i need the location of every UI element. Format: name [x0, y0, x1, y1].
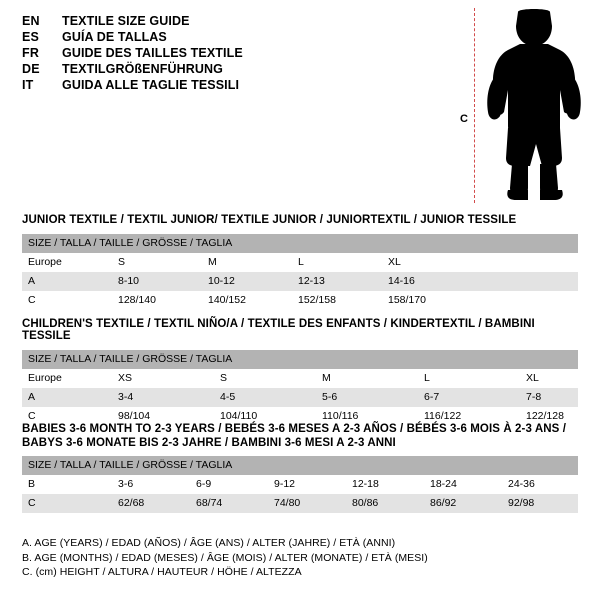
- children-row-c-m: 110/116: [316, 407, 418, 426]
- children-row-a-m: 5-6: [316, 388, 418, 407]
- language-row-fr: [22, 46, 442, 60]
- language-title-it: GUIDA ALLE TAGLIE TESSILI: [62, 78, 240, 92]
- children-column-row: [22, 369, 578, 388]
- language-title-en: TEXTILE SIZE GUIDE: [62, 14, 190, 28]
- babies-row-c-v1: 62/68: [112, 494, 190, 513]
- children-row-c-l: 116/122: [418, 407, 520, 426]
- section-children-title: CHILDREN'S TEXTILE / TEXTIL NIÑO/A / TEXTILE DES ENFANTS / KINDERTEXTIL / BAMBINI TESSILE: [22, 318, 535, 342]
- legend-line-b: B. AGE (MONTHS) / EDAD (MESES) / ÂGE (MOIS) / ALTER (MONATE) / ETÀ (MESI): [22, 551, 428, 564]
- babies-row-c-v6: 92/98: [502, 494, 578, 513]
- babies-row-c-label: C: [22, 494, 112, 513]
- legend: [22, 536, 562, 580]
- junior-row-a-xl: 14-16: [382, 272, 472, 291]
- language-title-de: TEXTILGRÖßENFÜHRUNG: [62, 62, 223, 76]
- section-junior-title: JUNIOR TEXTILE / TEXTIL JUNIOR/ TEXTILE JUNIOR / JUNIORTEXTIL / JUNIOR TESSILE: [22, 214, 517, 226]
- junior-table-header-row: [22, 234, 578, 253]
- language-code-de: DE: [22, 62, 40, 76]
- babies-row-b-v1: 3-6: [112, 475, 190, 494]
- children-col-xl: XL: [520, 369, 578, 388]
- legend-line-a: A. AGE (YEARS) / EDAD (AÑOS) / ÂGE (ANS) / ALTER (JAHRE) / ETÀ (ANNI): [22, 537, 396, 549]
- children-table-header-label: SIZE / TALLA / TAILLE / GRÖSSE / TAGLIA: [22, 350, 578, 369]
- babies-row-b-v4: 12-18: [346, 475, 424, 494]
- language-header: [22, 14, 442, 94]
- children-col-l: L: [418, 369, 520, 388]
- children-col-xs: XS: [112, 369, 214, 388]
- babies-row-b-label: B: [22, 475, 112, 494]
- children-size-table: [22, 350, 578, 426]
- junior-row-a-l: 12-13: [292, 272, 382, 291]
- junior-row-c-l: 152/158: [292, 291, 382, 310]
- child-silhouette-icon: [480, 8, 588, 200]
- language-row-en: [22, 14, 442, 28]
- language-code-fr: FR: [22, 46, 40, 60]
- babies-row-c-v3: 74/80: [268, 494, 346, 513]
- children-col-europe: Europe: [22, 369, 112, 388]
- section-babies-title-line-2: BABYS 3-6 MONATE BIS 2-3 JAHRE / BAMBINI 3-6 MESI A 2-3 ANNI: [22, 437, 396, 449]
- children-row-a-l: 6-7: [418, 388, 520, 407]
- junior-col-l: L: [292, 253, 382, 272]
- junior-row-a-s: 8-10: [112, 272, 202, 291]
- section-babies-title: [22, 422, 578, 450]
- junior-col-europe: Europe: [22, 253, 112, 272]
- children-table-header-row: [22, 350, 578, 369]
- junior-row-a-m: 10-12: [202, 272, 292, 291]
- section-babies: [22, 422, 578, 513]
- children-col-s: S: [214, 369, 316, 388]
- section-children: [22, 318, 578, 426]
- babies-table-header-row: [22, 456, 578, 475]
- language-title-fr: GUIDE DES TAILLES TEXTILE: [62, 46, 243, 60]
- junior-col-xl: XL: [382, 253, 472, 272]
- language-code-en: EN: [22, 14, 40, 28]
- babies-size-table: [22, 456, 578, 513]
- language-code-es: ES: [22, 30, 40, 44]
- table-row: [22, 388, 578, 407]
- junior-col-s: S: [112, 253, 202, 272]
- junior-column-row: [22, 253, 578, 272]
- table-row: [22, 475, 578, 494]
- language-row-it: [22, 78, 442, 92]
- language-row-de: [22, 62, 442, 76]
- children-row-a-xs: 3-4: [112, 388, 214, 407]
- height-figure: [452, 8, 588, 203]
- children-row-c-label: C: [22, 407, 112, 426]
- height-measure-label: C: [460, 113, 468, 125]
- children-row-a-label: A: [22, 388, 112, 407]
- section-babies-title-line-1: BABIES 3-6 MONTH TO 2-3 YEARS / BEBÉS 3-6 MESES A 2-3 AÑOS / BÉBÉS 3-6 MOIS À 2-3 ANS /: [22, 423, 566, 435]
- children-row-a-s: 4-5: [214, 388, 316, 407]
- children-row-a-xl: 7-8: [520, 388, 578, 407]
- children-row-c-xl: 122/128: [520, 407, 578, 426]
- babies-row-b-v5: 18-24: [424, 475, 502, 494]
- babies-row-c-v5: 86/92: [424, 494, 502, 513]
- junior-size-table: [22, 234, 578, 310]
- legend-line-c: C. (cm) HEIGHT / ALTURA / HAUTEUR / HÖHE / ALTEZZA: [22, 566, 302, 578]
- height-dashed-line: [474, 8, 475, 203]
- table-row: [22, 272, 578, 291]
- children-col-m: M: [316, 369, 418, 388]
- babies-row-b-v2: 6-9: [190, 475, 268, 494]
- junior-table-header-label: SIZE / TALLA / TAILLE / GRÖSSE / TAGLIA: [22, 234, 578, 253]
- babies-row-b-v3: 9-12: [268, 475, 346, 494]
- section-junior: [22, 214, 578, 310]
- junior-row-c-xl: 158/170: [382, 291, 472, 310]
- babies-table-header-label: SIZE / TALLA / TAILLE / GRÖSSE / TAGLIA: [22, 456, 578, 475]
- language-code-it: IT: [22, 78, 34, 92]
- children-row-c-s: 104/110: [214, 407, 316, 426]
- junior-col-m: M: [202, 253, 292, 272]
- language-title-es: GUÍA DE TALLAS: [62, 30, 167, 44]
- language-row-es: [22, 30, 442, 44]
- junior-row-a-label: A: [22, 272, 112, 291]
- table-row: [22, 494, 578, 513]
- children-row-c-xs: 98/104: [112, 407, 214, 426]
- junior-row-c-label: C: [22, 291, 112, 310]
- babies-row-b-v6: 24-36: [502, 475, 578, 494]
- junior-row-c-s: 128/140: [112, 291, 202, 310]
- babies-row-c-v2: 68/74: [190, 494, 268, 513]
- table-row: [22, 291, 578, 310]
- junior-row-c-m: 140/152: [202, 291, 292, 310]
- babies-row-c-v4: 80/86: [346, 494, 424, 513]
